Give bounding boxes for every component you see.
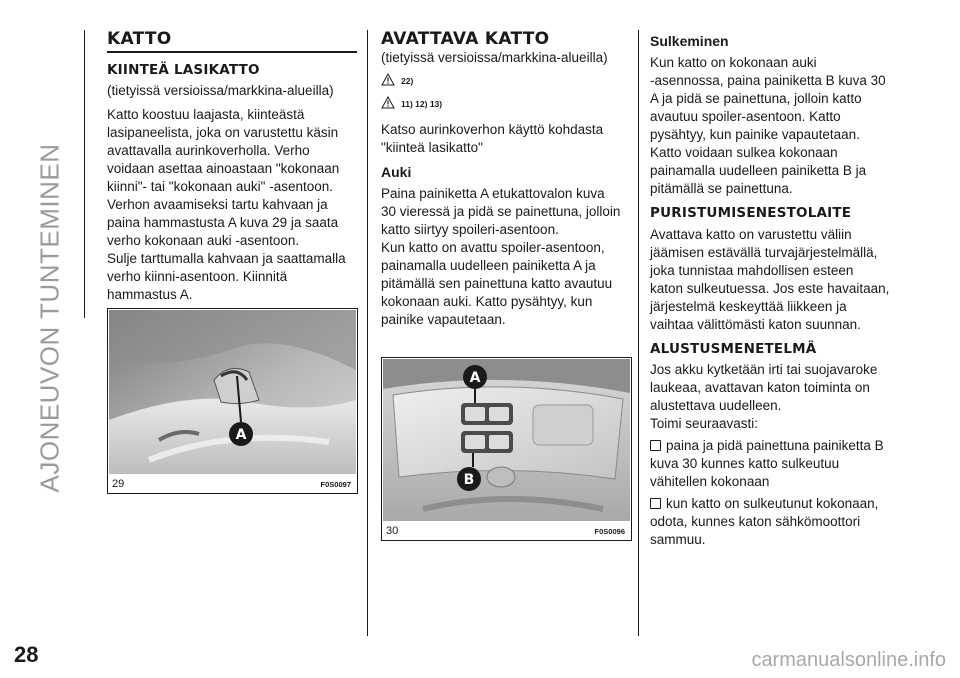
figure-number: 30: [386, 525, 399, 537]
heading-initialization: ALUSTUSMENETELMÄ: [650, 340, 817, 357]
sunroof-shade-photo: [109, 310, 356, 474]
paragraph-intro: Katso aurinkoverhon käyttö kohdasta "kiinteä lasikatto": [381, 121, 604, 155]
figure-29: [107, 308, 358, 494]
paragraph-close: Kun katto on kokonaan auki -asennossa, paina painiketta B kuva 30 A ja pidä se painettuna, jolloin katto avautuu spoiler-asentoon. Katto pysähtyy, kun painike vapautetaan. Katto voidaan sulkea kokonaan painamalla uudelleen painiketta B ja pitämällä se painettuna.: [650, 55, 886, 196]
section-heading-katto: KATTO: [107, 29, 172, 49]
page-number: 28: [14, 642, 39, 667]
version-note: (tietyissä versioissa/markkina-alueilla): [381, 49, 608, 65]
callout-label-a: A: [235, 427, 247, 443]
column-divider-1: [367, 30, 368, 636]
bullet-item-1: paina ja pidä painettuna painiketta B kuva 30 kunnes katto sulkeutuu vähitellen kokonaan: [650, 438, 884, 490]
paragraph-fixed-roof: Katto koostuu laajasta, kiinteästä lasipaneelista, joka on varustettu käsin avattavalla aurinkoverholla. Verho voidaan asettaa ainoastaan "kokonaan kiinni"- tai "kokonaan auki" -asentoon. Verhon avaamiseksi tartu kahvaan ja paina hammastusta A kuva 29 ja saata verho kokonaan auki -asentoon. Sulje tarttumalla kahvaan ja saattamalla verho kiinni-asentoon. Kiinnitä hammastus A.: [107, 107, 346, 303]
warning-ref-2: 11) 12) 13): [381, 96, 631, 109]
figure-code: F0S0097: [320, 480, 351, 489]
figure-number: 29: [112, 478, 125, 490]
column-divider-2: [638, 30, 639, 636]
heading-rule: [107, 51, 357, 53]
column-2: [381, 30, 631, 329]
warning-ref-1: 22): [381, 73, 631, 86]
subheading-open: Auki: [381, 163, 412, 180]
bullet-item-2: kun katto on sulkeutunut kokonaan, odota, kunnes katon sähkömoottori sammuu.: [650, 496, 879, 548]
figure-30: [381, 357, 632, 541]
figure-code: F0S0096: [594, 527, 625, 536]
version-note: (tietyissä versioissa/markkina-alueilla): [107, 83, 334, 99]
paragraph-initialization: Jos akku kytketään irti tai suojavaroke laukeaa, avattavan katon toiminta on alustettava uudelleen. Toimi seuraavasti:: [650, 362, 878, 432]
side-tab-rule: [84, 30, 85, 318]
callout-label-a: A: [469, 370, 481, 386]
overhead-console-photo: [383, 359, 630, 521]
subheading-close: Sulkeminen: [650, 33, 729, 49]
callout-label-b: B: [463, 472, 475, 488]
heading-anti-pinch: PURISTUMISENESTOLAITE: [650, 205, 852, 221]
warning-triangle-icon: [381, 96, 395, 109]
checkbox-bullet-icon: [650, 498, 661, 509]
warning-triangle-icon: [381, 73, 395, 86]
paragraph-open: Paina painiketta A etukattovalon kuva 30 vieressä ja pidä se painettuna, jolloin katto siirtyy spoileri-asentoon. Kun katto on avattu spoiler-asentoon, painamalla uudelleen painiketta A ja pitämällä sen painettuna katto avautuu kokonaan auki. Katto pysähtyy, kun painike vapautetaan.: [381, 185, 621, 327]
checkbox-bullet-icon: [650, 440, 661, 451]
section-heading-sunroof: AVATTAVA KATTO: [381, 29, 550, 49]
watermark: carmanualsonline.info: [751, 649, 946, 671]
column-1: [107, 30, 357, 304]
subheading-fixed-glass-roof: KIINTEÄ LASIKATTO: [107, 61, 260, 78]
paragraph-anti-pinch: Avattava katto on varustettu väliin jäämisen estävällä turvajärjestelmällä, joka tunnistaa mahdollisen esteen katon sulkeutuessa. Jos este havaitaan, järjestelmä keskeyttää liikkeen ja vaihtaa välittömästi katon suunnan.: [650, 226, 890, 332]
column-3: [650, 30, 920, 549]
